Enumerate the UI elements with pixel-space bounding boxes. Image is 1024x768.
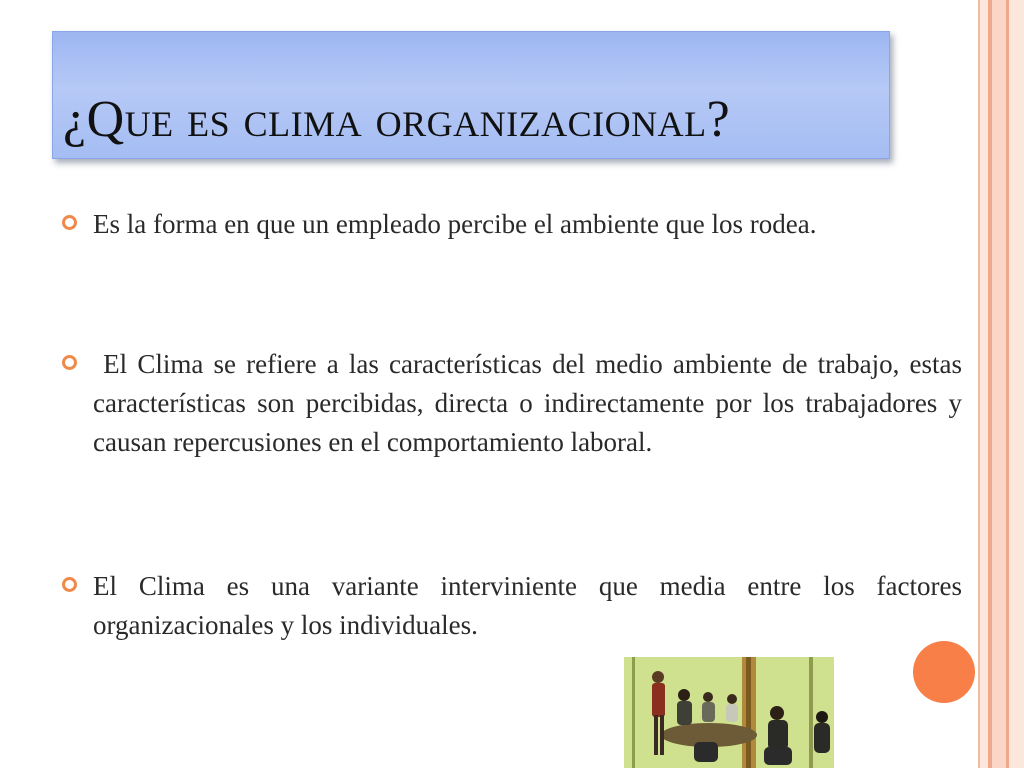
bullet-item: [62, 205, 962, 244]
title-box: [52, 31, 890, 159]
bullet-circle-icon: [62, 577, 77, 592]
side-stripe: [1009, 0, 1024, 768]
side-stripe: [992, 0, 1006, 768]
bullet-item: [62, 345, 969, 462]
office-meeting-photo: [624, 657, 834, 768]
orange-circle-decoration: [913, 641, 975, 703]
slide-title: ¿Que es clima organizacional?: [63, 91, 731, 148]
bullet-item: [62, 567, 969, 645]
side-stripe: [980, 0, 988, 768]
bullet-circle-icon: [62, 215, 77, 230]
office-meeting-illustration: [624, 657, 834, 768]
bullet-text: El Clima es una variante interviniente que media entre los factores organizacionales y los individuales.: [93, 571, 969, 640]
bullet-text: Es la forma en que un empleado percibe el ambiente que los rodea.: [93, 209, 817, 239]
bullet-circle-icon: [62, 355, 77, 370]
bullet-text: El Clima se refiere a las características del medio ambiente de trabajo, estas características son percibidas, directa o indirectamente por los trabajadores y causan repercusiones en el comportamiento laboral.: [93, 349, 969, 457]
